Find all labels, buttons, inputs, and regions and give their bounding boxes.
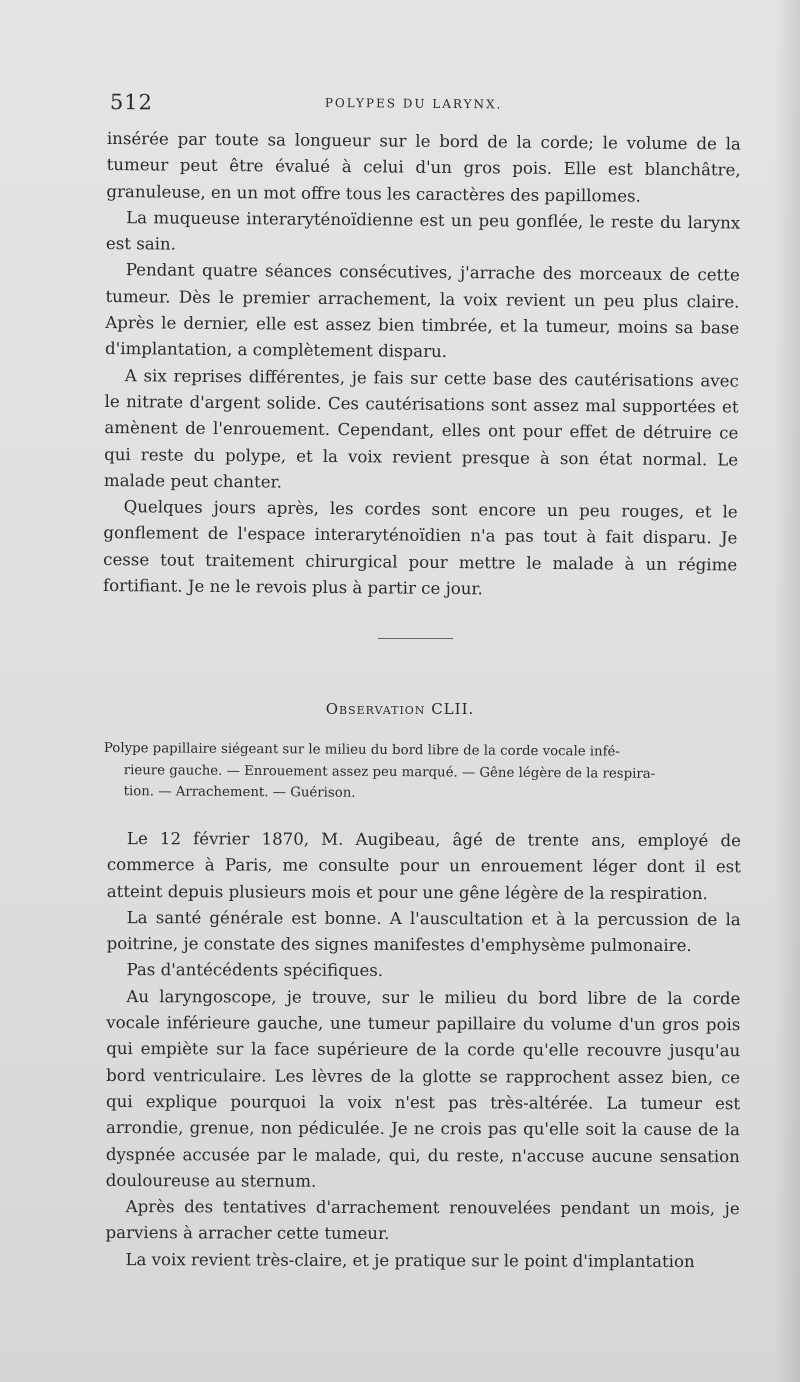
paragraph: Pas d'antécédents spécifiques.	[126, 960, 384, 981]
page-edge-shadow	[774, 0, 800, 1382]
bottom-text-block	[105, 826, 741, 1275]
paragraph: insérée par toute sa longueur sur le bord de la corde; le volume de la tumeur peut être évalué à celui d'un gros pois. Elle est blanchâtre, granuleuse, en un mot offre tous les caractères des papillomes.	[106, 128, 741, 206]
running-head	[110, 88, 750, 124]
paragraph: Pendant quatre séances consécutives, j'arrache des morceaux de cette tumeur. Dès le premier arrachement, la voix revient un peu plus claire. Après le dernier, elle est assez bien timbrée, et la tumeur, moins sa base d'implantation, a complètement disparu.	[104, 260, 740, 362]
top-text-block	[103, 126, 741, 605]
paragraph: La muqueuse interaryténoïdienne est un peu gonflée, le reste du larynx est sain.	[105, 208, 741, 254]
observation-summary	[104, 738, 744, 807]
paragraph: A six reprises différentes, je fais sur cette base des cautérisations avec le nitrate d'argent solide. Ces cautérisations sont assez mal supportées et amènent de l'enrouement. Cependant, elles ont pour effet de détruire ce qui reste du polype, et la voix revient presque à son état normal. Le malade peut chanter.	[103, 365, 739, 492]
paragraph: Après des tentatives d'arrachement renouvelées pendant un mois, je parviens à arracher cette tumeur.	[105, 1197, 740, 1244]
paragraph: Le 12 février 1870, M. Augibeau, âgé de trente ans, employé de commerce à Paris, me consulte pour un enrouement léger dont il est atteint depuis plusieurs mois et pour une gêne légère de la respiration.	[106, 829, 741, 903]
page-number: 512	[109, 89, 154, 115]
section-divider	[378, 638, 453, 639]
running-title: POLYPES DU LARYNX.	[324, 95, 503, 112]
summary-line: Polype papillaire siégeant sur le milieu du bord libre de la corde vocale infé-	[103, 740, 620, 760]
observation-heading: Observation CLII.	[325, 700, 475, 718]
summary-line: tion. — Arrachement. — Guérison.	[123, 784, 356, 801]
paragraph: Quelques jours après, les cordes sont encore un peu rouges, et le gonflement de l'espace interaryténoïdien n'a pas tout à fait disparu. Je cesse tout traitement chirurgical pour mettre le malade à un régime fortifiant. Je ne le revois plus à partir ce jour.	[102, 497, 738, 599]
paragraph: La voix revient très-claire, et je pratique sur le point d'implantation	[125, 1249, 695, 1271]
paragraph: La santé générale est bonne. A l'auscultation et à la percussion de la poitrine, je constate des signes manifestes d'emphysème pulmonaire.	[106, 907, 741, 956]
paragraph: Au laryngoscope, je trouve, sur le milieu du bord libre de la corde vocale inférieure gauche, une tumeur papillaire du volume d'un gros pois qui empiète sur la face supérieure de la corde qu'elle recouvre jusqu'au bord ventriculaire. Les lèvres de la glotte se rapprochent assez bien, ce qui explique pourquoi la voix n'est pas très-altérée. La tumeur est arrondie, grenue, non pédiculée. Je ne crois pas qu'elle soit la cause de la dyspnée accusée par le malade, qui, du reste, n'accuse aucune sensation douloureuse au sternum.	[105, 986, 741, 1191]
summary-line: rieure gauche. — Enrouement assez peu marqué. — Gêne légère de la respira-	[123, 762, 656, 782]
